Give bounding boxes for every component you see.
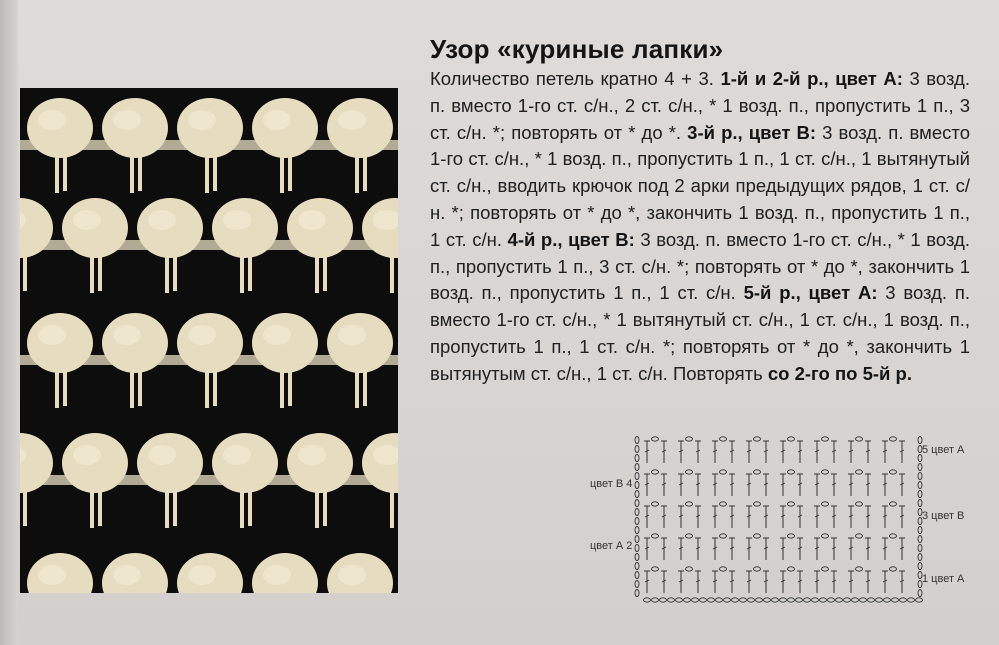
- chain-symbol: [788, 502, 795, 506]
- turning-chain: [635, 437, 639, 444]
- base-chain: [804, 598, 811, 602]
- turning-chain: [918, 563, 922, 570]
- chain-symbol: [890, 502, 897, 506]
- chain-symbol: [652, 470, 659, 474]
- chain-symbol: [822, 502, 829, 506]
- chart-label-row4: цвет В 4: [590, 478, 633, 490]
- base-chain: [780, 598, 787, 602]
- chain-symbol: [856, 534, 863, 538]
- chain-symbol: [788, 437, 795, 441]
- chain-symbol: [720, 567, 727, 571]
- base-chain: [828, 598, 835, 602]
- row-heading: 1-й и 2-й р., цвет А:: [720, 68, 903, 89]
- base-chain: [916, 598, 923, 602]
- chain-symbol: [890, 567, 897, 571]
- base-chain: [788, 598, 795, 602]
- turning-chain: [635, 572, 639, 579]
- turning-chain: [635, 554, 639, 561]
- chain-symbol: [652, 502, 659, 506]
- base-chain: [852, 598, 859, 602]
- chain-symbol: [788, 470, 795, 474]
- base-chain: [900, 598, 907, 602]
- turning-chain: [635, 563, 639, 570]
- chain-symbol: [822, 534, 829, 538]
- base-chain: [876, 598, 883, 602]
- chart-label-row5: 5 цвет А: [922, 444, 965, 456]
- base-chain: [748, 598, 755, 602]
- turning-chain: [635, 482, 639, 489]
- page-fold-shadow: [0, 0, 18, 645]
- base-chain: [684, 598, 691, 602]
- turning-chain: [918, 482, 922, 489]
- turning-chain: [635, 464, 639, 471]
- turning-chain: [635, 500, 639, 507]
- turning-chain: [918, 590, 922, 597]
- row-heading: 3-й р., цвет В:: [687, 121, 816, 143]
- turning-chain: [635, 545, 639, 552]
- chain-symbol: [754, 470, 761, 474]
- chain-symbol: [720, 502, 727, 506]
- chain-symbol: [652, 534, 659, 538]
- turning-chain: [918, 473, 922, 480]
- chain-symbol: [652, 437, 659, 441]
- turning-chain: [918, 500, 922, 507]
- chain-symbol: [754, 437, 761, 441]
- instruction-text: Количество петель кратно 4 + 3.: [430, 68, 721, 89]
- row-heading: 5-й р., цвет А:: [743, 282, 878, 304]
- base-chain: [820, 598, 827, 602]
- turning-chain: [635, 590, 639, 597]
- chain-symbol: [890, 534, 897, 538]
- turning-chain: [635, 581, 639, 588]
- base-chain: [700, 598, 707, 602]
- turning-chain: [918, 527, 922, 534]
- base-chain: [740, 598, 747, 602]
- chain-symbol: [822, 437, 829, 441]
- turning-chain: [635, 473, 639, 480]
- base-chain: [716, 598, 723, 602]
- turning-chain: [635, 446, 639, 453]
- turning-chain: [918, 464, 922, 471]
- base-chain: [884, 598, 891, 602]
- chain-symbol: [856, 502, 863, 506]
- turning-chain: [635, 518, 639, 525]
- crochet-chart: [585, 430, 990, 610]
- chart-label-row2: цвет А 2: [590, 540, 633, 552]
- chain-symbol: [856, 470, 863, 474]
- chain-symbol: [822, 567, 829, 571]
- base-chain: [724, 598, 731, 602]
- turning-chain: [918, 491, 922, 498]
- base-chain: [860, 598, 867, 602]
- chain-symbol: [856, 567, 863, 571]
- base-chain: [756, 598, 763, 602]
- base-chain: [908, 598, 915, 602]
- chain-symbol: [686, 567, 693, 571]
- chain-symbol: [890, 470, 897, 474]
- chain-symbol: [686, 502, 693, 506]
- pattern-title: Узор «куриные лапки»: [430, 34, 724, 64]
- chain-symbol: [754, 534, 761, 538]
- base-chain: [732, 598, 739, 602]
- turning-chain: [918, 437, 922, 444]
- turning-chain: [635, 509, 639, 516]
- base-chain: [676, 598, 683, 602]
- turning-chain: [635, 527, 639, 534]
- base-chain: [836, 598, 843, 602]
- turning-chain: [635, 491, 639, 498]
- chain-symbol: [686, 470, 693, 474]
- base-chain: [764, 598, 771, 602]
- chain-symbol: [686, 437, 693, 441]
- turning-chain: [918, 554, 922, 561]
- base-chain: [868, 598, 875, 602]
- knitted-sample-photo: [20, 88, 398, 593]
- base-chain: [644, 598, 651, 602]
- row-heading: 4-й р., цвет В:: [507, 228, 635, 250]
- instruction-text: 3 возд. п. вместо 1-го ст. с/н., * 1 возд. п., пропустить 1 п., 1 ст. с/н., 1 вытянутый ст. с/н., вводить крючок под 2 арки предыдущих рядов, 1 ст. с/н. *; повторять от * до *, закончить 1 возд. п., пропустить 1 п., 1 ст. с/н.: [430, 121, 970, 250]
- chain-symbol: [652, 567, 659, 571]
- chart-label-row1: 1 цвет А: [922, 573, 965, 585]
- turning-chain: [918, 545, 922, 552]
- chain-symbol: [720, 534, 727, 538]
- base-chain: [660, 598, 667, 602]
- base-chain: [652, 598, 659, 602]
- base-chain: [796, 598, 803, 602]
- base-chain: [892, 598, 899, 602]
- chain-symbol: [890, 437, 897, 441]
- base-chain: [772, 598, 779, 602]
- chain-symbol: [788, 534, 795, 538]
- turning-chain: [635, 455, 639, 462]
- chain-symbol: [686, 534, 693, 538]
- pattern-instructions: [430, 66, 970, 388]
- chain-symbol: [720, 470, 727, 474]
- chain-symbol: [856, 437, 863, 441]
- turning-chain: [635, 536, 639, 543]
- chain-symbol: [754, 502, 761, 506]
- chart-label-row3: 3 цвет В: [922, 510, 965, 522]
- chain-symbol: [788, 567, 795, 571]
- base-chain: [844, 598, 851, 602]
- instruction-text: 3 возд. п. вместо 1-го ст. с/н., * 1 вытянутый ст. с/н., 1 ст. с/н., 1 возд. п., пропустить 1 п., 1 ст. с/н. *; повторять от * до *, закончить 1 вытянутым ст. с/н., 1 ст. с/н. Повторять: [430, 282, 971, 384]
- base-chain: [668, 598, 675, 602]
- chain-symbol: [754, 567, 761, 571]
- base-chain: [692, 598, 699, 602]
- base-chain: [708, 598, 715, 602]
- chain-symbol: [720, 437, 727, 441]
- turning-chain: [918, 536, 922, 543]
- row-heading: со 2-го по 5-й р.: [767, 362, 912, 384]
- instruction-text: 3 возд. п. вместо 1-го ст. с/н., 2 ст. с/н., * 1 возд. п., пропустить 1 п., 3 ст. с/н. *; повторять от * до *.: [430, 68, 970, 143]
- chain-symbol: [822, 470, 829, 474]
- base-chain: [812, 598, 819, 602]
- instruction-text: 3 возд. п. вместо 1-го ст. с/н., * 1 возд. п., пропустить 1 п., 3 ст. с/н. *; повторять от * до *, закончить 1 возд. п., пропустить 1 п., 1 ст. с/н.: [430, 228, 970, 304]
